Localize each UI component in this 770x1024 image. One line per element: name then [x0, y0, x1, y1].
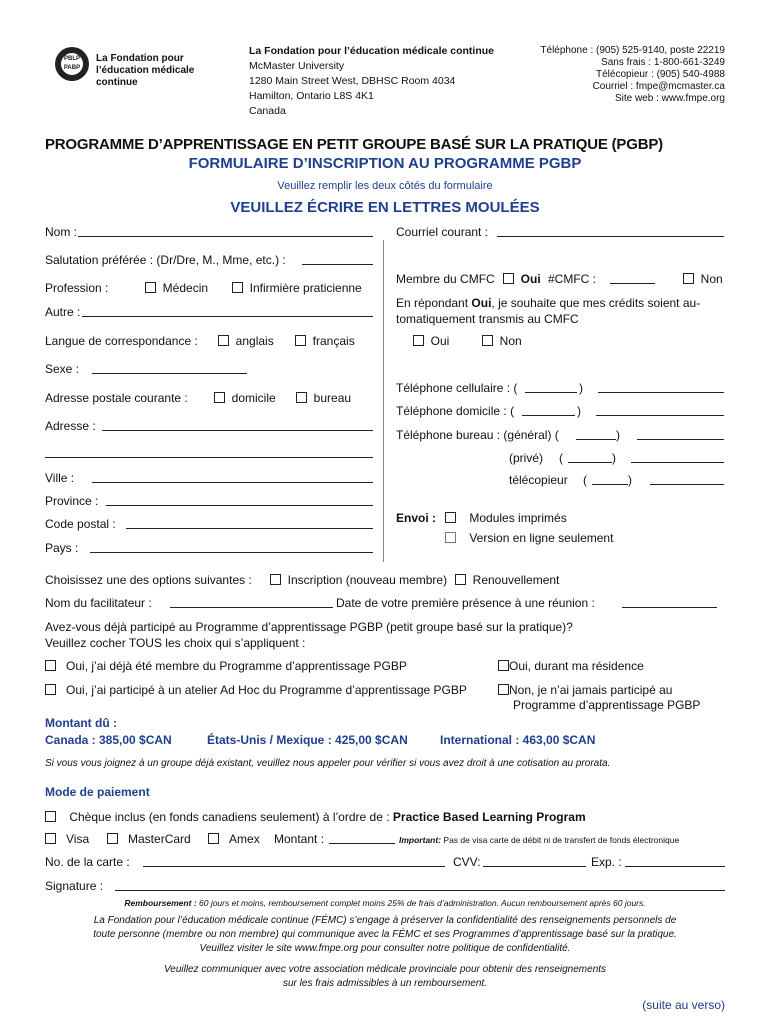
credits-non-checkbox[interactable]	[482, 335, 493, 346]
refund-policy: Remboursement : 60 jours et moins, remboursement complet moins 25% de frais d’administration. Aucun remboursement après 60 jours.	[124, 898, 646, 908]
mastercard-checkbox[interactable]	[107, 833, 118, 844]
telecopieur-label: télécopieur	[509, 473, 568, 487]
exp-label: Exp. :	[591, 855, 622, 869]
paren: )	[616, 428, 620, 442]
fax-number[interactable]	[650, 484, 724, 485]
carte-label: No. de la carte :	[45, 855, 130, 869]
profession-label: Profession :	[45, 281, 109, 295]
cmfc-oui-option[interactable]: Oui	[503, 272, 541, 286]
version-checkbox[interactable]	[445, 532, 456, 543]
paiement-title: Mode de paiement	[45, 785, 150, 799]
credits-statement: En répondant Oui, je souhaite que mes crédits soient au- tomatiquement transmis au CMFC	[396, 296, 701, 326]
adresse-postale-label: Adresse postale courante :	[45, 391, 188, 405]
form-subtitle: FORMULAIRE D’INSCRIPTION AU PROGRAMME PGBP	[188, 155, 582, 172]
tel-prive-number[interactable]	[631, 462, 724, 463]
paren: )	[579, 381, 583, 395]
cheque-checkbox[interactable]	[45, 811, 56, 822]
adresse-field[interactable]	[102, 430, 373, 431]
renouvellement-option[interactable]: Renouvellement	[455, 573, 559, 587]
tel-bur-number[interactable]	[637, 439, 724, 440]
prive-label: (privé)	[509, 451, 544, 465]
num-cmfc-label: #CMFC :	[548, 272, 596, 286]
montant-title: Montant dû :	[45, 716, 117, 730]
credits-oui-option[interactable]: Oui	[413, 334, 449, 348]
domicile-checkbox[interactable]	[214, 392, 225, 403]
credits-non-option[interactable]: Non	[482, 334, 522, 348]
pays-field[interactable]	[90, 552, 373, 553]
credits-oui-checkbox[interactable]	[413, 335, 424, 346]
paren: (	[583, 473, 587, 487]
autre-label: Autre :	[45, 305, 81, 319]
opt2-checkbox[interactable]	[498, 660, 509, 671]
contact-block: Téléphone : (905) 525-9140, poste 22219 Sans frais : 1-800-661-3249 Télécopieur : (905) 540-4988 Courriel : fmpe@mcmaster.ca Site web : www.fmpe.org	[540, 45, 725, 104]
tel-cell-number[interactable]	[598, 392, 724, 393]
address-block: La Fondation pour l’éducation médicale continue McMaster University 1280 Main Street West, DBHSC Room 4034 Hamilton, Ontario L8S 4K1 Canada	[249, 45, 495, 117]
anglais-option[interactable]: anglais	[218, 334, 274, 348]
column-divider	[383, 240, 384, 562]
sexe-field[interactable]	[92, 373, 247, 374]
exp-field[interactable]	[625, 866, 725, 867]
opt4-option[interactable]: Non, je n’ai jamais participé au Programme d’apprentissage PGBP	[498, 683, 700, 713]
price-usa: États-Unis / Mexique : 425,00 $CAN	[207, 733, 408, 747]
courriel-field[interactable]	[497, 236, 724, 237]
visa-option[interactable]: Visa	[45, 832, 89, 846]
tel-bur-area[interactable]	[576, 439, 616, 440]
tel-dom-number[interactable]	[596, 415, 724, 416]
pays-label: Pays :	[45, 541, 79, 555]
modules-checkbox[interactable]	[445, 512, 456, 523]
cvv-field[interactable]	[483, 866, 586, 867]
langue-label: Langue de correspondance :	[45, 334, 198, 348]
print-instruction: VEUILLEZ ÉCRIRE EN LETTRES MOULÉES	[230, 199, 540, 216]
tel-cell-area[interactable]	[525, 392, 577, 393]
autre-field[interactable]	[82, 316, 373, 317]
premiere-field[interactable]	[622, 607, 717, 608]
envoi-label: Envoi :	[396, 511, 437, 525]
reimbursement-note: Veuillez communiquer avec votre association médicale provinciale pour obtenir des renseignements sur les frais admissibles à un remboursement.	[163, 964, 607, 989]
price-intl: International : 463,00 $CAN	[440, 733, 596, 747]
tel-bur-label: Téléphone bureau : (général) (	[396, 428, 559, 442]
both-sides-note: Veuillez remplir les deux côtés du formulaire	[277, 180, 493, 192]
participation-question: Avez-vous déjà participé au Programme d’apprentissage PGBP (petit groupe basé sur la pratique)? Veuillez cocher TOUS les choix qui s’appliquent :	[45, 620, 573, 650]
opt3-checkbox[interactable]	[45, 684, 56, 695]
code-postal-label: Code postal :	[45, 517, 116, 531]
opt4-checkbox[interactable]	[498, 684, 509, 695]
infirmiere-option[interactable]: Infirmière praticienne	[232, 281, 362, 295]
montant-field[interactable]	[329, 843, 395, 844]
num-cmfc-field[interactable]	[610, 283, 655, 284]
paren: )	[577, 404, 581, 418]
medecin-option[interactable]: Médecin	[145, 281, 208, 295]
cmfc-non-option[interactable]: Non	[683, 272, 723, 286]
org-name: La Fondation pour l’éducation médicale continue	[96, 53, 195, 88]
logo-text: PBLP PABP	[61, 53, 83, 75]
courriel-label: Courriel courant :	[396, 225, 489, 239]
inscription-option[interactable]: Inscription (nouveau membre)	[270, 573, 447, 587]
fax-area[interactable]	[592, 484, 628, 485]
paren: )	[612, 451, 616, 465]
salutation-label: Salutation préférée : (Dr/Dre, M., Mme, etc.) :	[45, 253, 286, 267]
bureau-option[interactable]: bureau	[296, 391, 351, 405]
domicile-option[interactable]: domicile	[214, 391, 276, 405]
paren: )	[628, 473, 632, 487]
cvv-label: CVV:	[453, 855, 481, 869]
ville-field[interactable]	[92, 482, 373, 483]
code-postal-field[interactable]	[126, 528, 373, 529]
opt1-checkbox[interactable]	[45, 660, 56, 671]
page-title: PROGRAMME D’APPRENTISSAGE EN PETIT GROUPE BASÉ SUR LA PRATIQUE (PGBP)	[45, 136, 663, 153]
inscription-checkbox[interactable]	[270, 574, 281, 585]
visa-checkbox[interactable]	[45, 833, 56, 844]
tel-prive-area[interactable]	[568, 462, 612, 463]
tel-cell-label: Téléphone cellulaire : (	[396, 381, 518, 395]
tel-dom-label: Téléphone domicile : (	[396, 404, 515, 418]
adresse-field-2[interactable]	[45, 457, 373, 458]
francais-checkbox[interactable]	[295, 335, 306, 346]
version-option[interactable]: Version en ligne seulement	[445, 531, 613, 545]
premiere-label: Date de votre première présence à une réunion :	[336, 596, 595, 610]
adresse-label: Adresse :	[45, 419, 96, 433]
cmfc-non-checkbox[interactable]	[683, 273, 694, 284]
province-label: Province :	[45, 494, 99, 508]
paren: (	[559, 451, 563, 465]
opt1-option[interactable]: Oui, j’ai déjà été membre du Programme d’apprentissage PGBP	[45, 659, 407, 673]
sexe-label: Sexe :	[45, 362, 80, 376]
amex-option[interactable]: Amex	[208, 832, 260, 846]
anglais-checkbox[interactable]	[218, 335, 229, 346]
salutation-field[interactable]	[302, 264, 373, 265]
tel-dom-area[interactable]	[522, 415, 575, 416]
cmfc-oui-checkbox[interactable]	[503, 273, 514, 284]
foundation-logo	[55, 47, 89, 81]
carte-field[interactable]	[143, 866, 445, 867]
medecin-checkbox[interactable]	[145, 282, 156, 293]
opt2-option[interactable]: Oui, durant ma résidence	[498, 659, 644, 673]
price-canada: Canada : 385,00 $CAN	[45, 733, 172, 747]
important-note: Important: Pas de visa carte de débit ni de transfert de fonds électronique	[399, 835, 680, 845]
francais-option[interactable]: français	[295, 334, 355, 348]
nom-label: Nom :	[45, 225, 78, 239]
renouvellement-checkbox[interactable]	[455, 574, 466, 585]
amex-checkbox[interactable]	[208, 833, 219, 844]
choose-label: Choisissez une des options suivantes :	[45, 573, 252, 587]
infirmiere-checkbox[interactable]	[232, 282, 243, 293]
montant-label: Montant :	[274, 832, 325, 846]
opt3-option[interactable]: Oui, j’ai participé à un atelier Ad Hoc du Programme d’apprentissage PGBP	[45, 683, 467, 697]
prorata-note: Si vous vous joignez à un groupe déjà existant, veuillez nous appeler pour vérifier si vous avez droit à une cotisation au prorata.	[45, 758, 611, 769]
modules-option[interactable]: Modules imprimés	[445, 511, 567, 525]
facilitateur-field[interactable]	[170, 607, 333, 608]
facilitateur-label: Nom du facilitateur :	[45, 596, 152, 610]
bureau-checkbox[interactable]	[296, 392, 307, 403]
nom-field[interactable]	[78, 236, 373, 237]
signature-field[interactable]	[115, 890, 725, 891]
cheque-option[interactable]: Chèque inclus (en fonds canadiens seulement) à l’ordre de : Practice Based Learning Program	[45, 810, 586, 824]
ville-label: Ville :	[45, 471, 75, 485]
province-field[interactable]	[106, 505, 373, 506]
membre-label: Membre du CMFC	[396, 272, 495, 286]
mastercard-option[interactable]: MasterCard	[107, 832, 191, 846]
confidentiality-statement: La Fondation pour l’éducation médicale continue (FÉMC) s’engage à préserver la confidentialité des renseignements personnels de toute personne (membre ou non membre) qui communique avec la FÉMC et ses Programmes d’apprentissage basé sur la pratique. Veuillez visiter le site www.fmpe.org pour consulter notre politique de confidentialité.	[93, 915, 677, 954]
continued-overleaf: (suite au verso)	[642, 998, 725, 1012]
signature-label: Signature :	[45, 879, 104, 893]
